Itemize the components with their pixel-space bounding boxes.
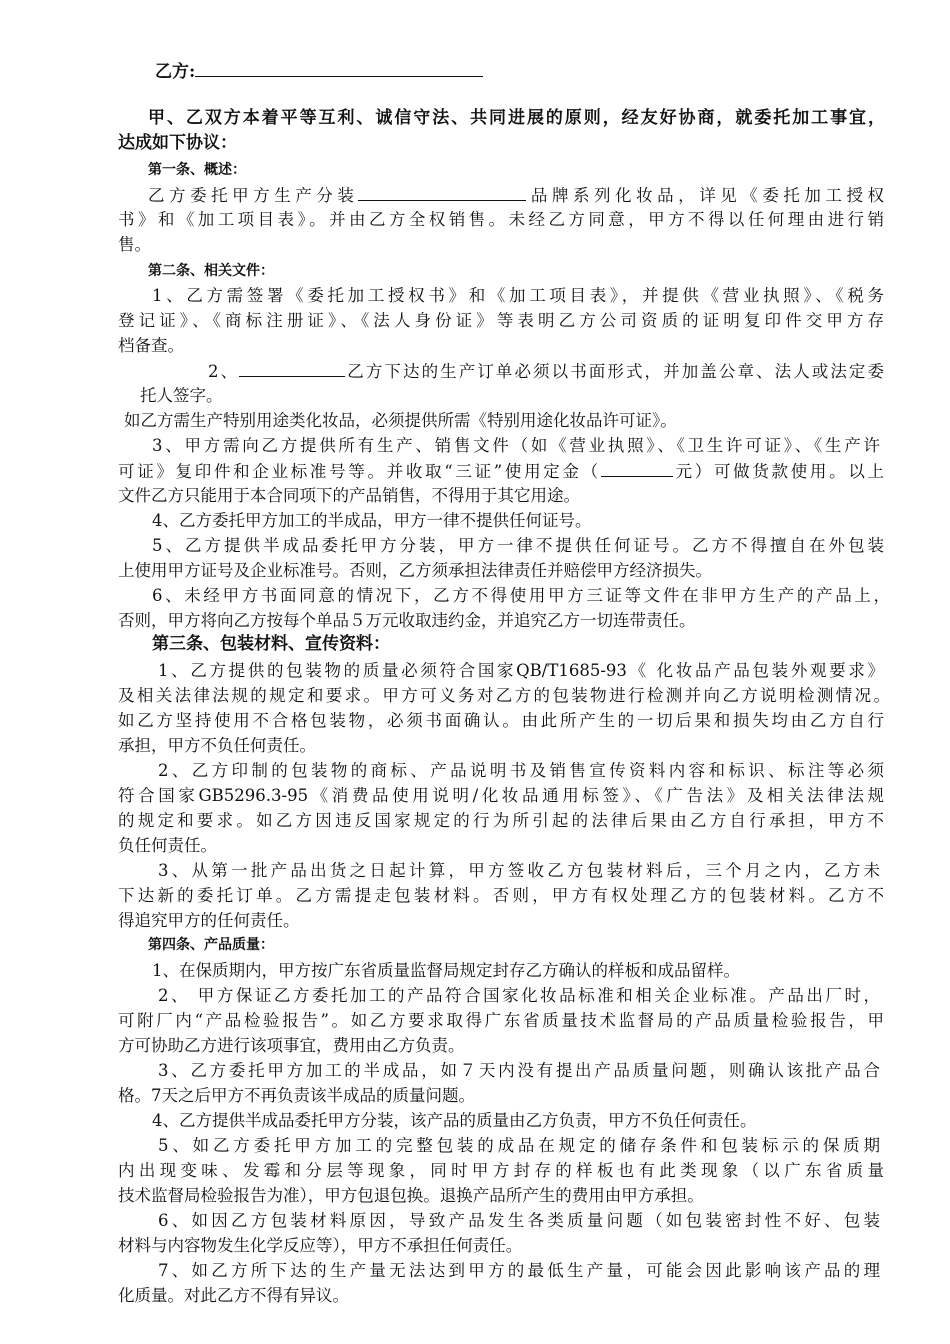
art4-item5-line-2: 内出现变味、发霉和分层等现象，同时甲方封存的样板也有此类现象（以广东省质量 (118, 1161, 884, 1180)
article-2-heading: 第二条、相关文件： (148, 263, 274, 279)
article-4-heading: 第四条、产品质量： (148, 937, 274, 953)
art1-text-a: 乙方委托甲方生产分装 (148, 186, 359, 205)
art4-item3-line-1: 3、乙方委托甲方加工的半成品，如７天内没有提出产品质量问题，则确认该批产品合 (158, 1061, 880, 1080)
art2-item3-line-2 (118, 458, 884, 485)
art2-item5-line-2: 上使用甲方证号及企业标准号。否则，乙方须承担法律责任并赔偿甲方经济损失。 (118, 561, 712, 580)
art4-item6-line-2: 材料与内容物发生化学反应等），甲方不承担任何责任。 (118, 1236, 523, 1255)
art3-item1-line-3: 如乙方坚持使用不合格包装物，必须书面确认。由此所产生的一切后果和损失均由乙方自行 (118, 711, 884, 730)
art3-item2-line-2: 符合国家GB5296.3-95《消费品使用说明/化妆品通用标签》、《广告法》及相关法律法规 (118, 786, 884, 805)
art2-item1-line-3: 档备查。 (118, 336, 184, 355)
art2-item2-num: 2、 (208, 362, 240, 381)
order-blank (239, 358, 345, 377)
art2-item3-text-a: 可证》复印件和企业标准号等。并收取“三证”使用定金（ (118, 462, 601, 481)
intro-line-1: 甲、乙双方本着平等互利、诚信守法、共同进展的原则，经友好协商，就委托加工事宜， (148, 108, 885, 128)
article-3-heading: 第三条、包装材料、宣传资料： (152, 634, 390, 654)
art3-item2-line-4: 负任何责任。 (118, 836, 217, 855)
art3-item2-line-3: 的规定和要求。如乙方因违反国家规定的行为所引起的法律后果由乙方自行承担，甲方不 (118, 811, 884, 830)
brand-blank (358, 182, 526, 201)
art4-item6-line-1: 6、如因乙方包装材料原因，导致产品发生各类质量问题（如包装密封性不好、包装 (158, 1211, 880, 1230)
art2-item2-text: 乙方下达的生产订单必须以书面形式，并加盖公章、法人或法定委 (345, 362, 885, 381)
party-b-label: 乙方: (155, 62, 196, 82)
art2-item2-line-3: 如乙方需生产特别用途类化妆品，必须提供所需《特别用途化妆品许可证》。 (124, 411, 677, 430)
art4-item2-line-2: 可附厂内“产品检验报告”。如乙方要求取得广东省质量技术监督局的产品质量检验报告，甲 (118, 1011, 884, 1030)
art3-item1-line-2: 及相关法律法规的规定和要求。甲方可义务对乙方的包装物进行检测并向乙方说明检测情况。 (118, 686, 890, 705)
art3-item3-line-1: 3、从第一批产品出货之日起计算，甲方签收乙方包装材料后，三个月之内，乙方未 (158, 861, 880, 880)
art3-item1-line-4: 承担，甲方不负任何责任。 (118, 736, 316, 755)
art2-item3-line-1: 3、甲方需向乙方提供所有生产、销售文件（如《营业执照》、《卫生许可证》、《生产许 (152, 436, 880, 455)
art4-item4-line-1: 4、乙方提供半成品委托甲方分装，该产品的质量由乙方负责，甲方不负任何责任。 (152, 1111, 757, 1130)
art4-item5-line-1: 5、如乙方委托甲方加工的完整包装的成品在规定的储存条件和包装标示的保质期 (158, 1136, 880, 1155)
party-b-blank (195, 58, 483, 77)
art4-item7-line-1: 7、如乙方所下达的生产量无法达到甲方的最低生产量，可能会因此影响该产品的理 (158, 1261, 880, 1280)
deposit-blank (601, 458, 673, 477)
party-b-line (155, 58, 483, 86)
art1-line-2: 书》和《加工项目表》。并由乙方全权销售。未经乙方同意，甲方不得以任何理由进行销 (118, 210, 884, 229)
art2-item6-line-1: 6、未经甲方书面同意的情况下，乙方不得使用甲方三证等文件在非甲方生产的产品上， (152, 586, 890, 605)
art4-item3-line-2: 格。7天之后甲方不再负责该半成品的质量问题。 (118, 1086, 475, 1105)
art2-item2-line-2: 托人签字。 (140, 386, 223, 405)
art4-item1-line-1: 1、在保质期内，甲方按广东省质量监督局规定封存乙方确认的样板和成品留样。 (152, 961, 740, 980)
art1-line-1 (148, 182, 884, 209)
art4-item7-line-2: 化质量。对此乙方不得有异议。 (118, 1286, 349, 1305)
art2-item2-line-1 (208, 358, 884, 385)
art2-item6-line-2: 否则，甲方将向乙方按每个单品５万元收取违约金，并追究乙方一切连带责任。 (118, 611, 696, 630)
article-1-heading: 第一条、概述： (148, 162, 246, 178)
intro-line-2: 达成如下协议： (118, 133, 237, 153)
art3-item3-line-2: 下达新的委托订单。乙方需提走包装材料。否则，甲方有权处理乙方的包装材料。乙方不 (118, 886, 884, 905)
art2-item1-line-2: 登记证》、《商标注册证》、《法人身份证》等表明乙方公司资质的证明复印件交甲方存 (118, 311, 884, 330)
art2-item3-text-b: 元）可做货款使用。以上 (672, 462, 885, 481)
art2-item3-line-3: 文件乙方只能用于本合同项下的产品销售，不得用于其它用途。 (118, 486, 580, 505)
art3-item2-line-1: 2、乙方印制的包装物的商标、产品说明书及销售宣传资料内容和标识、标注等必须 (158, 761, 884, 780)
art1-line-3: 售。 (118, 235, 151, 254)
art2-item5-line-1: 5、乙方提供半成品委托甲方分装，甲方一律不提供任何证号。乙方不得擅自在外包装 (152, 536, 884, 555)
art2-item4-line-1: 4、乙方委托甲方加工的半成品，甲方一律不提供任何证号。 (152, 511, 592, 530)
art4-item5-line-3: 技术监督局检验报告为准），甲方包退包换。退换产品所产生的费用由甲方承担。 (118, 1186, 704, 1205)
art3-item1-line-1: 1、乙方提供的包装物的质量必须符合国家QB/T1685-93《 化妆品产品包装外观要求》 (158, 661, 884, 680)
art2-item1-line-1: 1、乙方需签署《委托加工授权书》和《加工项目表》，并提供《营业执照》、《税务 (152, 286, 884, 305)
art4-item2-line-1: 2、 甲方保证乙方委托加工的产品符合国家化妆品标准和相关企业标准。产品出厂时， (158, 986, 880, 1005)
art4-item2-line-3: 方可协助乙方进行该项事宜，费用由乙方负责。 (118, 1036, 465, 1055)
art1-text-b: 品牌系列化妆品，详见《委托加工授权 (526, 186, 885, 205)
art3-item3-line-3: 得追究甲方的任何责任。 (118, 911, 300, 930)
